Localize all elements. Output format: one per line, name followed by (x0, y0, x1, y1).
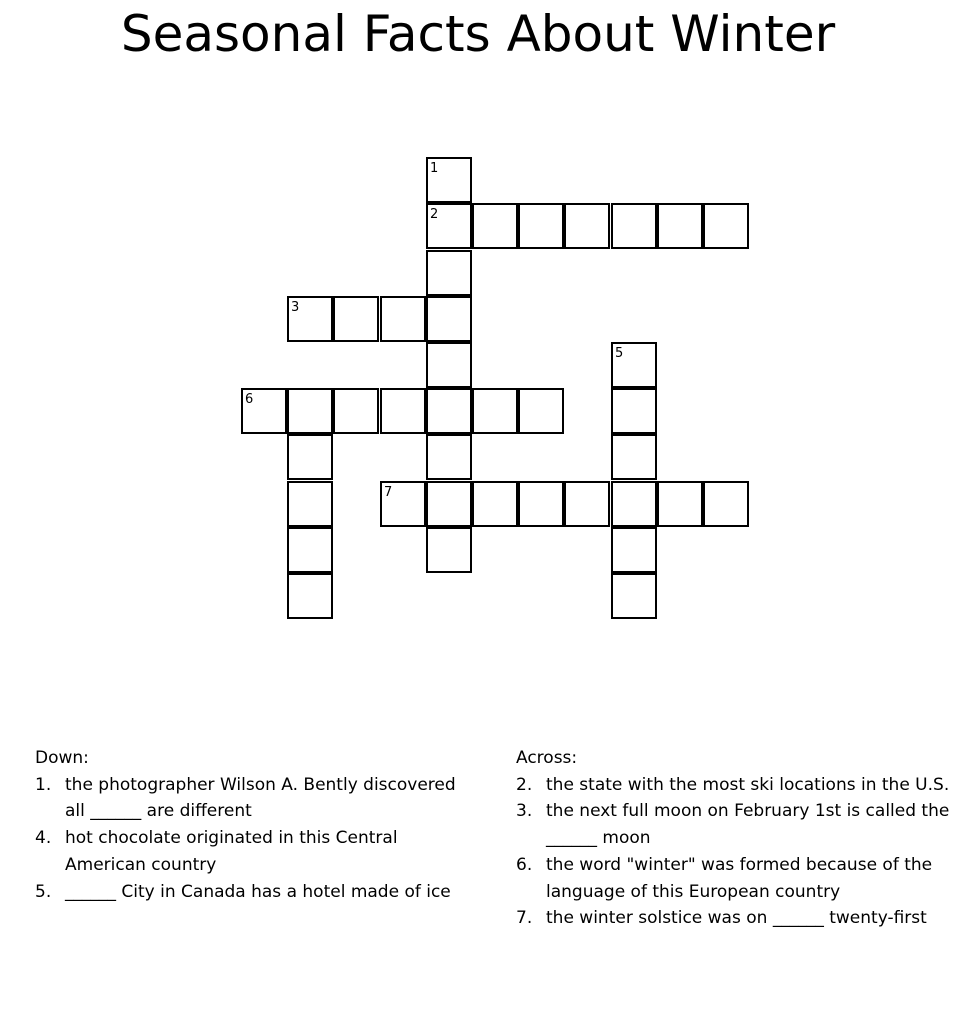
crossword-cell[interactable] (380, 481, 426, 527)
across-clue (516, 905, 956, 932)
cell-number: 5 (615, 346, 624, 361)
clue-text: ______ City in Canada has a hotel made of ice (65, 881, 451, 902)
cell-number: 2 (430, 207, 439, 222)
across-heading: Across: (516, 748, 578, 768)
crossword-cell[interactable] (333, 388, 379, 434)
clue-text: the winter solstice was on ______ twenty-first (546, 908, 927, 929)
crossword-cell[interactable] (472, 203, 518, 249)
cell-number: 7 (384, 485, 393, 500)
clue-text: the photographer Wilson A. Bently discovered all ______ are different (65, 774, 456, 822)
crossword-cell[interactable] (518, 481, 564, 527)
across-clue (516, 852, 956, 905)
crossword-cell[interactable] (611, 573, 657, 619)
clue-text: the state with the most ski locations in the U.S. (546, 774, 950, 795)
clue-number: 6. (516, 854, 533, 875)
crossword-cell[interactable] (287, 527, 333, 573)
crossword-cell[interactable] (426, 342, 472, 388)
crossword-cell[interactable] (426, 388, 472, 434)
crossword-cell[interactable] (380, 296, 426, 342)
crossword-cell[interactable] (657, 203, 703, 249)
crossword-cell[interactable] (518, 203, 564, 249)
cell-number: 3 (291, 300, 300, 315)
clue-number: 1. (35, 774, 52, 795)
down-clue (35, 772, 475, 825)
crossword-cell[interactable] (611, 342, 657, 388)
cell-number: 6 (245, 392, 254, 407)
crossword-cell[interactable] (287, 481, 333, 527)
down-clue (35, 825, 475, 878)
crossword-cell[interactable] (564, 203, 610, 249)
crossword-cell[interactable] (518, 388, 564, 434)
crossword-cell[interactable] (287, 434, 333, 480)
crossword-cell[interactable] (287, 296, 333, 342)
across-clues (516, 745, 956, 932)
crossword-cell[interactable] (611, 203, 657, 249)
crossword-cell[interactable] (426, 157, 472, 203)
down-clue (35, 879, 475, 906)
down-clues (35, 745, 475, 905)
crossword-cell[interactable] (426, 203, 472, 249)
crossword-cell[interactable] (380, 388, 426, 434)
across-clue (516, 798, 956, 851)
across-clue (516, 772, 956, 799)
clue-text: the word "winter" was formed because of the language of this European country (546, 854, 933, 902)
crossword-cell[interactable] (287, 388, 333, 434)
cell-number: 1 (430, 161, 439, 176)
clue-text: hot chocolate originated in this Central American country (65, 828, 398, 875)
crossword-cell[interactable] (241, 388, 287, 434)
crossword-cell[interactable] (703, 203, 749, 249)
crossword-cell[interactable] (611, 434, 657, 480)
crossword-cell[interactable] (472, 388, 518, 434)
crossword-cell[interactable] (426, 527, 472, 573)
clue-number: 7. (516, 908, 533, 929)
clue-number: 2. (516, 774, 533, 795)
crossword-cell[interactable] (564, 481, 610, 527)
crossword-cell[interactable] (426, 296, 472, 342)
clue-number: 5. (35, 881, 52, 902)
crossword-cell[interactable] (472, 481, 518, 527)
down-heading: Down: (35, 748, 89, 768)
crossword-cell[interactable] (333, 296, 379, 342)
crossword-cell[interactable] (611, 527, 657, 573)
crossword-cell[interactable] (426, 481, 472, 527)
crossword-cell[interactable] (426, 250, 472, 296)
clue-number: 4. (35, 828, 52, 849)
crossword-cell[interactable] (611, 481, 657, 527)
crossword-cell[interactable] (426, 434, 472, 480)
crossword-cell[interactable] (287, 573, 333, 619)
crossword-cell[interactable] (611, 388, 657, 434)
clue-text: the next full moon on February 1st is called the ______ moon (546, 801, 950, 849)
clue-number: 3. (516, 801, 533, 822)
crossword-cell[interactable] (657, 481, 703, 527)
crossword-cell[interactable] (703, 481, 749, 527)
page-title: Seasonal Facts About Winter (120, 5, 836, 63)
